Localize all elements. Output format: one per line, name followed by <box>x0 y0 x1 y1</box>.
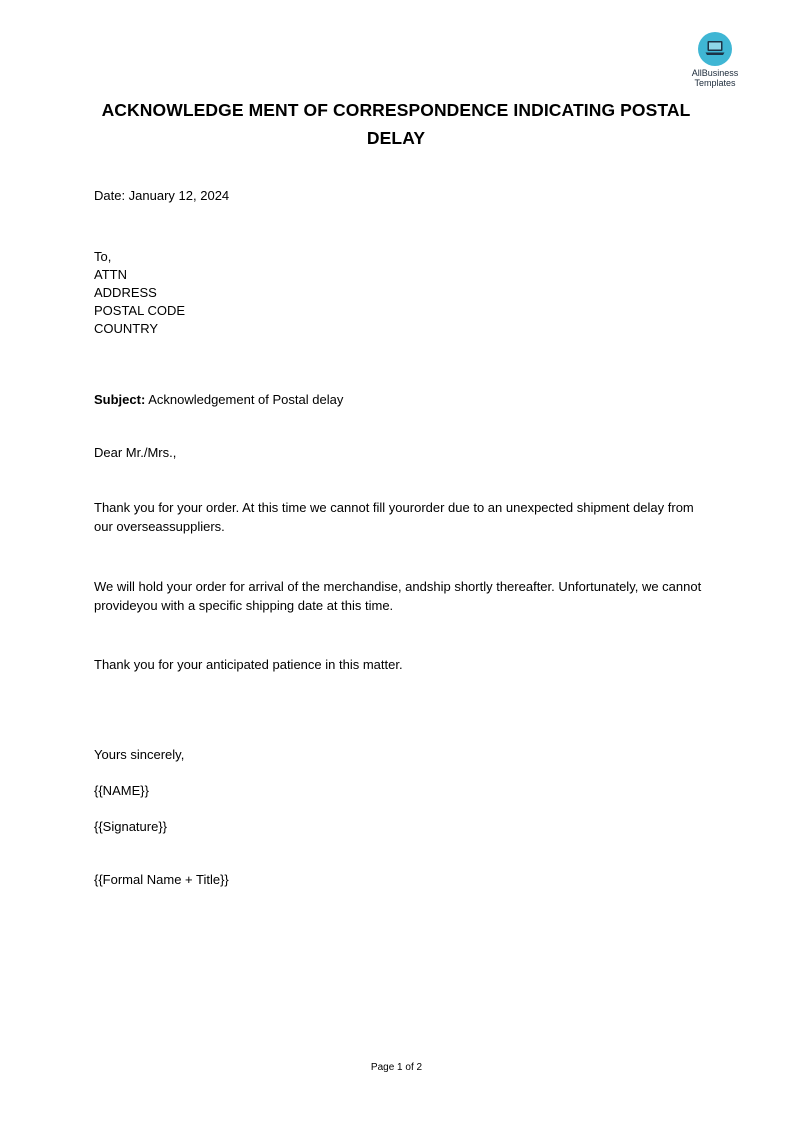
address-street: ADDRESS <box>94 285 157 300</box>
date-line: Date: January 12, 2024 <box>94 188 230 203</box>
address-to: To, <box>94 249 112 264</box>
name-placeholder: {{NAME}} <box>94 783 149 798</box>
closing: Yours sincerely, <box>94 747 185 762</box>
logo-text-line2: Templates <box>694 78 736 88</box>
recipient-address <box>94 248 185 338</box>
address-attn: ATTN <box>94 267 127 282</box>
subject-text: Acknowledgement of Postal delay <box>148 392 344 407</box>
laptop-icon <box>698 32 732 66</box>
page-number: Page 1 of 2 <box>370 1062 423 1073</box>
paragraph-3: Thank you for your anticipated patience in this matter. <box>94 657 403 672</box>
subject-line <box>94 391 343 409</box>
address-postal-code: POSTAL CODE <box>94 303 186 318</box>
signature-placeholder: {{Signature}} <box>94 819 168 834</box>
paragraph-1: Thank you for your order. At this time we cannot fill yourorder due to an unexpected shipment delay from our overseassuppliers. <box>94 500 694 534</box>
document-title: ACKNOWLEDGE MENT OF CORRESPONDENCE INDICATING POSTAL DELAY <box>101 100 691 148</box>
formal-name-placeholder: {{Formal Name + Title}} <box>94 872 229 887</box>
paragraph-2: We will hold your order for arrival of the merchandise, andship shortly thereafter. Unfortunately, we cannot provideyou with a specific shipping date at this time. <box>94 579 702 613</box>
logo-text-line1: AllBusiness <box>691 68 739 78</box>
address-country: COUNTRY <box>94 321 159 336</box>
salutation: Dear Mr./Mrs., <box>94 445 177 460</box>
subject-label: Subject: <box>94 392 146 407</box>
logo <box>684 32 746 88</box>
